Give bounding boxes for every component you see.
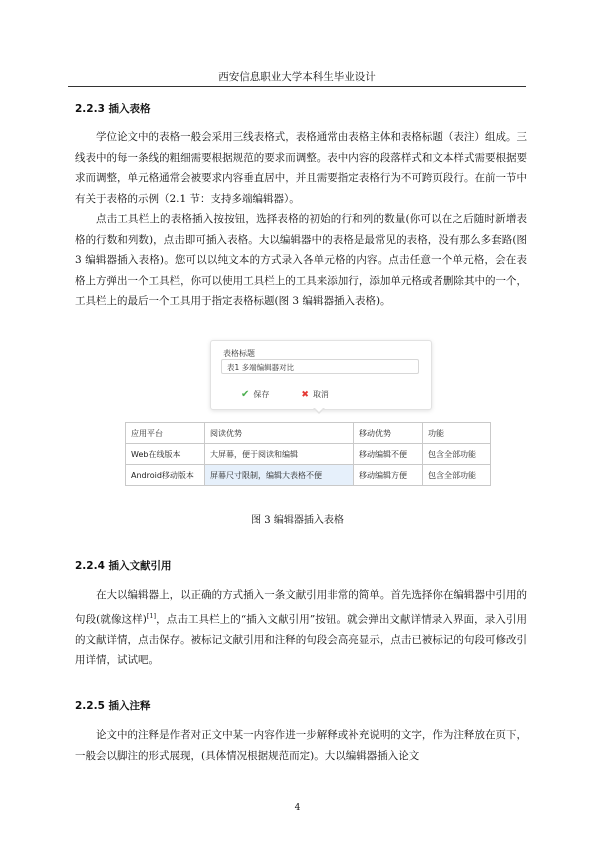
popup-title: 表格标题 — [223, 349, 255, 358]
paragraph-notes: 论文中的注释是作者对正文中某一内容作进一步解释或补充说明的文字，作为注释放在页下，一般会以脚注的形式展现，(具体情况根据规范而定)。大以编辑器插入论文 — [75, 729, 527, 762]
table-cell[interactable]: 包含全部功能 — [423, 465, 491, 486]
table-cell[interactable]: 移动优势 — [354, 423, 423, 444]
table-caption-popup — [210, 340, 432, 410]
comparison-table — [125, 422, 491, 486]
section-heading-insert-citation: 2.2.4 插入文献引用 — [75, 560, 172, 572]
footnote-reference[interactable]: [1] — [146, 611, 157, 620]
page-header-title: 西安信息职业大学本科生毕业设计 — [218, 71, 376, 83]
table-row — [126, 465, 491, 486]
selected-table-cell[interactable]: 屏幕尺寸限制，编辑大表格不便 — [205, 465, 354, 486]
table-cell[interactable]: 功能 — [423, 423, 491, 444]
page-header — [68, 60, 526, 87]
table-cell[interactable]: Android移动版本 — [126, 465, 205, 486]
check-icon: ✔ — [241, 389, 250, 400]
page-number: 4 — [294, 803, 301, 813]
cancel-label: 取消 — [312, 390, 329, 399]
table-cell[interactable]: Web在线版本 — [126, 444, 205, 465]
paragraph-table-instructions: 点击工具栏上的表格插入按按钮，选择表格的初始的行和列的数量(你可以在之后随时新增表格的行数和列数)，点击即可插入表格。大以编辑器中的表格是最常见的表格，没有那么多套路(图 3 编辑器插入表格)。您可以以纯文本的方式录入各单元格的内容。点击任意一个单元格，会在表格上方弹出一个工具栏，你可以使用工具栏上的工具来添加行，添加单元格或者删除其中的一个，工具栏上的最后一个工具用于指定表格标题(图 3 编辑器插入表格)。 — [75, 213, 527, 307]
save-button[interactable] — [241, 389, 269, 400]
figure-caption: 图 3 编辑器插入表格 — [251, 515, 344, 526]
table-cell[interactable]: 包含全部功能 — [423, 444, 491, 465]
table-cell[interactable]: 大屏幕，便于阅读和编辑 — [205, 444, 354, 465]
table-header-row — [126, 423, 491, 444]
paragraph-table-intro: 学位论文中的表格一般会采用三线表格式，表格通常由表格主体和表格标题（表注）组成。三线表中的每一条线的粗细需要根据规范的要求而调整。表中内容的段落样式和文本样式需要根据要求而调整，单元格通常会被要求内容垂直居中，并且需要指定表格行为不可跨页段行。在前一节中有关于表格的示例（2.1 节：支持多端编辑器）。 — [75, 131, 527, 205]
table-cell[interactable]: 移动编辑方便 — [354, 465, 423, 486]
citation-text-after: ，点击工具栏上的“插入文献引用”按钮。就会弹出文献详情录入界面，录入引用的文献详情，点击保存。被标记文献引用和注释的句段会高亮显示，点击已被标记的句段可修改引用详情，试试吧。 — [75, 613, 527, 666]
editor-screenshot-figure — [125, 340, 493, 490]
table-cell[interactable]: 移动编辑不便 — [354, 444, 423, 465]
close-icon: ✖ — [301, 389, 309, 400]
popup-actions — [241, 389, 329, 400]
section-heading-insert-note: 2.2.5 插入注释 — [75, 700, 151, 712]
section-heading-insert-table: 2.2.3 插入表格 — [75, 103, 151, 115]
paragraph-citation — [75, 585, 527, 671]
table-caption-input[interactable]: 表1 多端编辑器对比 — [221, 359, 419, 374]
citation-text-before: 在大以编辑器上，以正确的方式插入一条文献引用非常的简单。首先选择你在编辑器中引用的句段(就像这样) — [75, 589, 527, 625]
table-cell[interactable]: 应用平台 — [126, 423, 205, 444]
popup-pointer — [313, 408, 325, 414]
table-cell[interactable]: 阅读优势 — [205, 423, 354, 444]
table-row — [126, 444, 491, 465]
save-label: 保存 — [253, 390, 270, 399]
cancel-button[interactable] — [301, 389, 329, 400]
